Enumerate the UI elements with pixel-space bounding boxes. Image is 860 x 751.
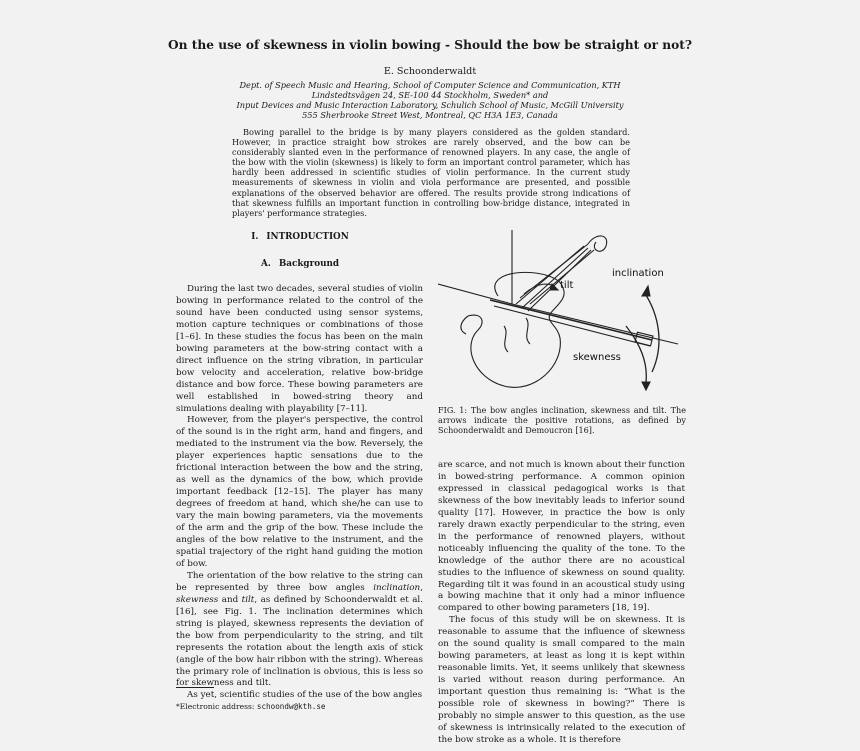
figure-1 (438, 226, 686, 402)
section-title: INTRODUCTION (266, 232, 349, 242)
affiliation-line-4: 555 Sherbrooke Street West, Montreal, QC H3A 1E3, Canada (302, 110, 558, 120)
paragraph: The focus of this study will be on skewness. It is reasonable to assume that the influence of skewness on the sound quality is small compared to the main bowing parameters, at least as long it is kept within reasonable limits. Yet, it seems unlikely that skewness is varied without reason during performance. An important question thus remaining is: “What is the possible role of skewness in bowing?” There is probably no simple answer to this question, as the use of skewness is intrinsically related to the execution of the bow stroke as a whole. It is therefore (438, 615, 685, 745)
subsection-title: Background (278, 259, 340, 269)
right-column (438, 460, 685, 747)
footnote-label: *Electronic address: (176, 702, 257, 711)
subsection-number: A. (260, 259, 271, 269)
violin-bow-angles-illustration (438, 226, 686, 402)
footnote-email: schoondw@kth.se (256, 702, 326, 711)
skewness-arrowhead (642, 382, 650, 390)
text-run: The orientation of the bow relative to the string can be represented by three bow angles (176, 570, 423, 593)
paragraph: are scarce, and not much is known about their function in bowed-string performance. A common opinion expressed in classical pedagogical works is that skewness of the bow inevitably leads to inferior sound quality [17]. However, in practice the bow is only rarely drawn exactly perpendicular to the string, even in the performance of renowned players, without noticeably influencing the quality of the tone. To the knowledge of the author there are no acoustical studies to the influence of skewness on sound quality. Regarding tilt it was found in an acoustical study using a bowing machine that it only had a minor influence compared to other bowing parameters [18, 19]. (438, 460, 685, 614)
text-run: and (218, 594, 242, 605)
abstract: Bowing parallel to the bridge is by many players considered as the golden standard. However, in practice straight bow strokes are rarely observed, and the bow can be considerably slanted even in the performance of renowned players. In any case, the angle of the bow with the violin (skewness) is likely to form an important control parameter, which has hardly been addressed in scientific studies of violin performance. In the current study measurements of skewness in violin and viola performance are presented, and possible explanations of the observed behavior are offered. The results provide strong indications of that skewness fulfills an important function in controlling bow-bridge distance, integrated in players' performance strategies. (232, 127, 630, 218)
fingerboard-edge-2 (530, 250, 594, 304)
label-tilt: tilt (560, 280, 574, 291)
paper-author: E. Schoonderwaldt (383, 66, 477, 77)
bow-stick (490, 300, 652, 340)
label-inclination: inclination (612, 268, 664, 279)
footnote-rule (176, 687, 214, 688)
emph-tilt: tilt (241, 594, 255, 605)
paragraph (176, 571, 423, 691)
paragraph: However, from the player's perspective, the control of the sound is in the right arm, hand and fingers, and mediated to the instrument via the bow. Reversely, the player experiences haptic sensations due to the frictional interaction between the bow and the string, as well as the dynamics of the bow, which provide important feedback [12–15]. The player has many degrees of freedom at hand, which she/he can use to vary the main bowing parameters, via the movements of the arm and the grip of the bow. These include the angles of the bow relative to the instrument, and the spatial trajectory of the right hand guiding the motion of bow. (176, 415, 423, 569)
footnote (176, 702, 423, 711)
label-skewness: skewness (573, 352, 621, 363)
violin-scroll (588, 236, 607, 251)
inclination-arc (644, 292, 659, 372)
axis-line-left (438, 284, 512, 304)
paragraph: As yet, scientific studies of the use of the bow angles (187, 690, 423, 701)
string-2 (522, 248, 588, 308)
paper-title: On the use of skewness in violin bowing - Should the bow be straight or not? (168, 38, 692, 52)
f-hole-right (526, 318, 530, 344)
figure-caption: FIG. 1: The bow angles inclination, skewness and tilt. The arrows indicate the positive rotations, as defined by Schoonderwaldt and Demoucron [16]. (438, 405, 686, 436)
paragraph: During the last two decades, several studies of violin bowing in performance related to the control of the sound have been conducted using sensor systems, motion capture techniques or combinations of those [1–6]. In these studies the focus has been on the main bowing parameters at the bow-string contact with a direct influence on the string vibration, in particular bow velocity and acceleration, relative bow-bridge distance and bow force. These bowing parameters are well established in bowed-string theory and simulations dealing with playability [7–11]. (176, 284, 423, 414)
emph-inclination: inclination (373, 582, 421, 593)
left-column (176, 284, 423, 702)
text-run: , as defined by Schoonderwaldt et al. [16], see Fig. 1. The inclination determines which string is played, skewness represents the deviation of the bow from perpendicularity to the string, and tilt represents the rotation about the length axis of stick (angle of the bow hair ribbon with the string). Whereas the primary role of inclination is obvious, this is less so for skewness and tilt. (176, 594, 423, 689)
tilt-arrowhead (550, 284, 558, 290)
violin-lower-bout (461, 316, 468, 334)
affiliation-line-2: Lindstedtsvägen 24, SE-100 44 Stockholm, Sweden* and (311, 90, 549, 100)
text-run: , (420, 582, 423, 593)
emph-skewness: skewness (176, 594, 219, 605)
affiliation-line-3: Input Devices and Music Interaction Laboratory, Schulich School of Music, McGill University (236, 100, 624, 110)
section-number: I. (251, 232, 259, 242)
section-heading (176, 232, 424, 242)
subsection-heading (176, 259, 424, 269)
string-1 (516, 246, 584, 304)
f-hole-left (504, 326, 508, 352)
inclination-arrowhead (642, 286, 650, 296)
affiliation-line-1: Dept. of Speech Music and Hearing, School of Computer Science and Communication, KTH (239, 80, 621, 90)
